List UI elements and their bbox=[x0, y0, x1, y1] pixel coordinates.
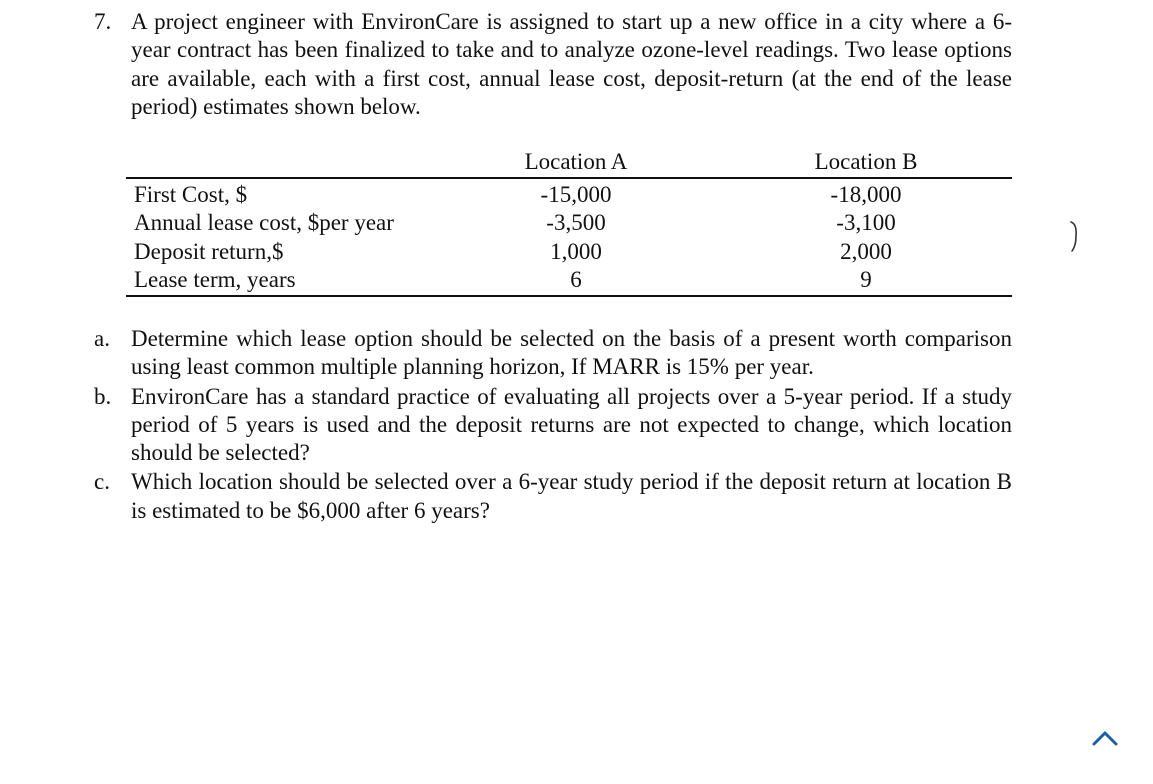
problem-number: 7. bbox=[94, 9, 112, 34]
question-part-b bbox=[94, 383, 1012, 468]
part-text: Which location should be selected over a 6-year study period if the deposit return at location B is estimated to be $6,000 after 6 years? bbox=[131, 469, 1012, 523]
column-header-location-b: Location B bbox=[814, 149, 918, 174]
chevron-up-icon[interactable] bbox=[1090, 728, 1120, 753]
location-b-value: 9 bbox=[860, 267, 872, 293]
table-body bbox=[126, 179, 1012, 295]
table-row bbox=[126, 238, 1012, 266]
part-letter: b. bbox=[94, 383, 112, 409]
table-row bbox=[126, 181, 1012, 209]
problem-text: A project engineer with EnvironCare is assigned to start up a new office in a city where a 6-year contract has been finalized to take and to analyze ozone-level readings. Two lease options are available, each with a first cost, annual lease cost, deposit-return (at the end of the lease period) estimates shown below. bbox=[131, 9, 1012, 119]
part-text: Determine which lease option should be selected on the basis of a present worth comparison using least common multiple planning horizon, If MARR is 15% per year. bbox=[131, 326, 1012, 380]
location-a-value: 1,000 bbox=[550, 238, 602, 264]
part-letter: a. bbox=[94, 326, 110, 351]
location-b-value: -18,000 bbox=[830, 182, 902, 207]
question-parts bbox=[94, 325, 1012, 526]
bracket-mark-icon bbox=[1068, 220, 1082, 259]
table-header bbox=[126, 148, 1012, 177]
lease-table bbox=[126, 148, 1012, 297]
question-part-c bbox=[94, 468, 1012, 525]
location-b-value: 2,000 bbox=[840, 238, 892, 264]
location-a-value: 6 bbox=[570, 267, 582, 293]
location-a-value: -15,000 bbox=[540, 182, 612, 207]
row-label: Annual lease cost, $per year bbox=[134, 210, 394, 236]
table-row bbox=[126, 266, 1012, 294]
column-header-location-a: Location A bbox=[524, 149, 628, 174]
location-a-value: -3,500 bbox=[546, 210, 606, 236]
row-label: Lease term, years bbox=[134, 267, 296, 293]
table-row bbox=[126, 209, 1012, 237]
row-label: Deposit return,$ bbox=[134, 238, 284, 264]
part-text: EnvironCare has a standard practice of evaluating all projects over a 5-year period. If a study period of 5 years is used and the deposit returns are not expected to change, which location should be selected? bbox=[131, 383, 1012, 466]
question-part-a bbox=[94, 325, 1012, 382]
problem-statement bbox=[94, 8, 1012, 121]
location-b-value: -3,100 bbox=[836, 210, 896, 236]
part-letter: c. bbox=[94, 469, 110, 495]
row-label: First Cost, $ bbox=[134, 182, 248, 207]
table-bottom-rule bbox=[126, 295, 1012, 297]
